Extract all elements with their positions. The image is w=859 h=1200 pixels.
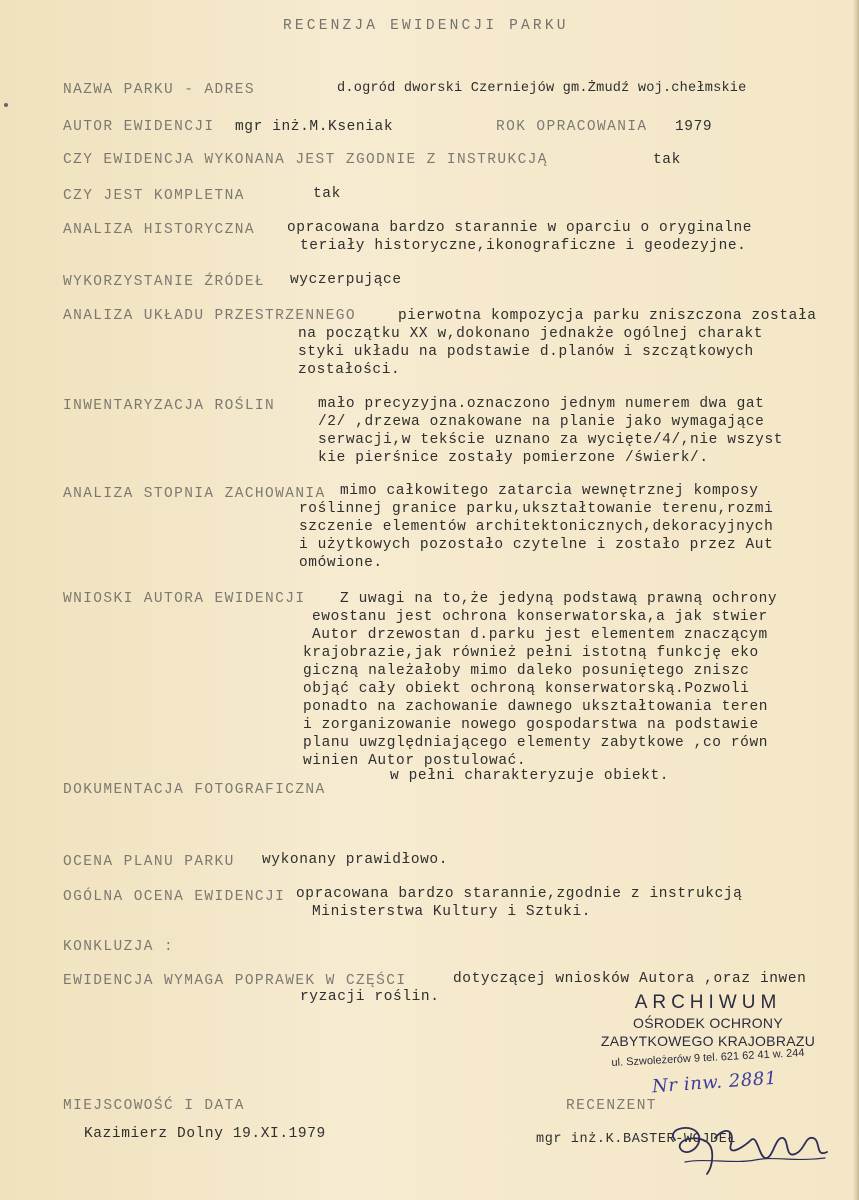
plan-label: OCENA PLANU PARKU — [63, 854, 235, 870]
analiza-historyczna-label: ANALIZA HISTORYCZNA — [63, 222, 255, 238]
wnioski-line: krajobrazie,jak również pełni istotną funkcję eko — [303, 645, 759, 661]
miejscowosc-label: MIEJSCOWOŚĆ I DATA — [63, 1098, 245, 1114]
rok-label: ROK OPRACOWANIA — [496, 119, 648, 135]
zrodla-value: wyczerpujące — [290, 272, 402, 288]
ogolna-line: Ministerstwa Kultury i Sztuki. — [312, 904, 592, 920]
wnioski-line: ponadto na zachowanie dawnego ukształtowania teren — [303, 699, 769, 715]
zgodnie-value: tak — [653, 152, 681, 168]
zrodla-label: WYKORZYSTANIE ŹRÓDEŁ — [63, 274, 266, 290]
zachowanie-label: ANALIZA STOPNIA ZACHOWANIA — [63, 486, 326, 502]
stamp-line: ZABYTKOWEGO KRAJOBRAZU — [600, 1033, 816, 1049]
konkluzja-label: KONKLUZJA : — [63, 939, 175, 955]
page-edge-shadow — [853, 0, 859, 1200]
autor-value: mgr inż.M.Kseniak — [235, 119, 394, 135]
kompletna-value: tak — [313, 186, 341, 202]
analiza-historyczna-line: teriały historyczne,ikonograficzne i geodezyjne. — [300, 238, 747, 254]
inventory-number-handwritten: Nr inw. 2881 — [651, 1067, 778, 1098]
inwentaryzacja-label: INWENTARYZACJA ROŚLIN — [63, 398, 276, 414]
uklad-label: ANALIZA UKŁADU PRZESTRZENNEGO — [63, 308, 356, 324]
ogolna-label: OGÓLNA OCENA EWIDENCJI — [63, 889, 286, 905]
zachowanie-line: i użytkowych pozostało czytelne i zostało przez Aut — [299, 537, 774, 553]
ogolna-line: opracowana bardzo starannie,zgodnie z instrukcją — [296, 886, 743, 902]
inwentaryzacja-line: serwacji,w tekście uznano za wycięte/4/,nie wszyst — [318, 432, 784, 448]
kompletna-label: CZY JEST KOMPLETNA — [63, 188, 245, 204]
archive-stamp — [590, 992, 826, 1070]
nazwa-label: NAZWA PARKU - ADRES — [63, 82, 255, 98]
document-title: RECENZJA EWIDENCJI PARKU — [283, 18, 569, 34]
konkluzja-line1-label: EWIDENCJA WYMAGA POPRAWEK W CZĘŚCI — [63, 973, 407, 989]
konkluzja-line1-value: dotyczącej wniosków Autora ,oraz inwen — [453, 971, 807, 987]
recenzent-label: RECENZENT — [566, 1098, 657, 1114]
stamp-line: ul. Szwoleżerów 9 tel. 621 62 41 w. 244 — [611, 1046, 805, 1070]
wnioski-line: ewostanu jest ochrona konserwatorska,a jak stwier — [312, 609, 768, 625]
wnioski-line: Autor drzewostan d.parku jest elementem znaczącym — [312, 627, 768, 643]
wnioski-line: Z uwagi na to,że jedyną podstawą prawną ochrony — [340, 591, 778, 607]
uklad-line: styki układu na podstawie d.planów i szczątkowych — [298, 344, 754, 360]
margin-mark — [4, 103, 8, 107]
inwentaryzacja-line: mało precyzyjna.oznaczono jednym numerem dwa gat — [318, 396, 765, 412]
wnioski-line: objąć cały obiekt ochroną konserwatorską.Pozwoli — [303, 681, 750, 697]
inwentaryzacja-line: /2/ ,drzewa oznakowane na planie jako wymagające — [318, 414, 765, 430]
wnioski-line: giczną należałoby mimo daleko posuniętego zniszc — [303, 663, 750, 679]
autor-label: AUTOR EWIDENCJI — [63, 119, 215, 135]
dokumentacja-value: w pełni charakteryzuje obiekt. — [390, 768, 670, 784]
wnioski-line: i zorganizowanie nowego gospodarstwa na podstawie — [303, 717, 759, 733]
signature — [655, 1118, 845, 1190]
analiza-historyczna-line: opracowana bardzo starannie w oparciu o oryginalne — [287, 220, 753, 236]
recenzent-value: mgr inż.K.BASTER-WOJDEŁ — [536, 1132, 737, 1147]
uklad-line: pierwotna kompozycja parku zniszczona została — [398, 308, 817, 324]
uklad-line: zostałości. — [298, 362, 401, 378]
zachowanie-line: mimo całkowitego zatarcia wewnętrznej komposy — [340, 483, 759, 499]
rok-value: 1979 — [675, 119, 713, 135]
dokumentacja-label: DOKUMENTACJA FOTOGRAFICZNA — [63, 782, 326, 798]
zachowanie-line: omówione. — [299, 555, 383, 571]
nazwa-value: d.ogród dworski Czerniejów gm.Żmudź woj.chełmskie — [337, 81, 747, 96]
zgodnie-label: CZY EWIDENCJA WYKONANA JEST ZGODNIE Z INSTRUKCJĄ — [63, 152, 548, 168]
uklad-line: na początku XX w,dokonano jednakże ogólnej charakt — [298, 326, 764, 342]
zachowanie-line: szczenie elementów architektonicznych,dekoracyjnych — [299, 519, 774, 535]
zachowanie-line: roślinnej granice parku,ukształtowanie terenu,rozmi — [299, 501, 774, 517]
wnioski-line: planu uwzględniającego elementy zabytkowe ,co równ — [303, 735, 769, 751]
konkluzja-line2: ryzacji roślin. — [300, 989, 440, 1005]
stamp-line: OŚRODEK OCHRONY — [633, 1015, 783, 1031]
wnioski-line: winien Autor postulować. — [303, 753, 527, 769]
miejscowosc-value: Kazimierz Dolny 19.XI.1979 — [84, 1126, 326, 1142]
wnioski-label: WNIOSKI AUTORA EWIDENCJI — [63, 591, 306, 607]
plan-value: wykonany prawidłowo. — [262, 852, 449, 868]
stamp-line: ARCHIWUM — [634, 992, 782, 1013]
inwentaryzacja-line: kie pierśnice zostały pomierzone /świerk/. — [318, 450, 709, 466]
